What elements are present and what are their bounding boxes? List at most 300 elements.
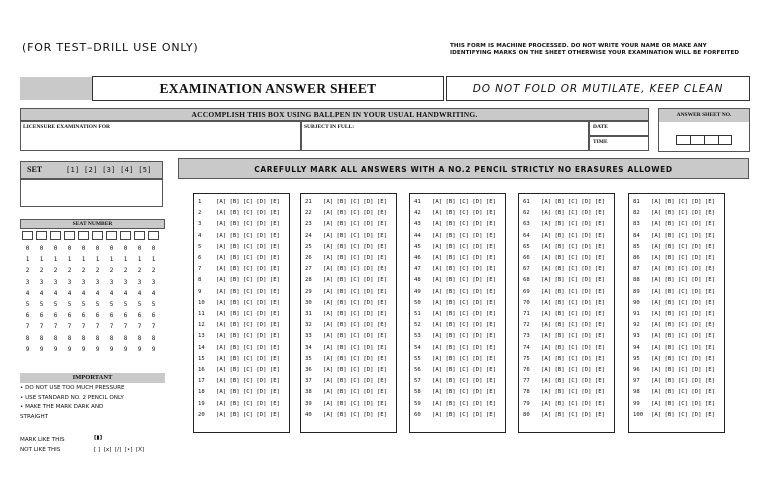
answer-options[interactable]: [A] [B] [C] [D] [E] bbox=[432, 221, 496, 228]
answer-options[interactable]: [A] [B] [C] [D] [E] bbox=[432, 400, 496, 407]
answer-row[interactable] bbox=[194, 220, 291, 229]
answer-row[interactable] bbox=[519, 276, 616, 285]
seat-digit-bubble[interactable]: 6 bbox=[25, 312, 30, 320]
seat-digit-bubble[interactable]: 9 bbox=[109, 345, 114, 353]
seat-digit-bubble[interactable]: 1 bbox=[39, 256, 44, 264]
answer-row[interactable] bbox=[629, 366, 726, 375]
seat-digit-bubble[interactable]: 0 bbox=[151, 245, 156, 252]
seat-digit-bubble[interactable]: 7 bbox=[53, 323, 58, 331]
answer-options[interactable]: [A] [B] [C] [D] [E] bbox=[323, 344, 387, 351]
answer-options[interactable]: [A] [B] [C] [D] [E] bbox=[432, 288, 496, 295]
answer-row[interactable] bbox=[410, 198, 507, 207]
seat-digit-bubble[interactable]: 3 bbox=[123, 278, 128, 286]
answer-row[interactable] bbox=[194, 377, 291, 386]
answer-row[interactable] bbox=[194, 198, 291, 207]
seat-digit-bubble[interactable]: 7 bbox=[81, 323, 86, 331]
seat-digit-bubble[interactable]: 4 bbox=[137, 289, 142, 297]
answer-options[interactable]: [A] [B] [C] [D] [E] bbox=[651, 333, 715, 340]
answer-options[interactable]: [A] [B] [C] [D] [E] bbox=[651, 255, 715, 261]
answer-options[interactable]: [A] [B] [C] [D] [E] bbox=[323, 299, 387, 306]
answer-options[interactable]: [A] [B] [C] [D] [E] bbox=[323, 355, 387, 362]
answer-options[interactable]: [A] [B] [C] [D] [E] bbox=[216, 255, 280, 261]
seat-digit-bubble[interactable]: 9 bbox=[53, 345, 58, 353]
seat-digit-column[interactable] bbox=[106, 243, 117, 355]
seat-digit-bubble[interactable]: 5 bbox=[81, 300, 86, 308]
seat-digit-bubble[interactable]: 2 bbox=[123, 267, 128, 275]
seat-digit-bubble[interactable]: 7 bbox=[109, 323, 114, 331]
seat-digit-bubble[interactable]: 6 bbox=[81, 312, 86, 320]
answer-row[interactable] bbox=[410, 220, 507, 229]
answer-options[interactable]: [A] [B] [C] [D] [E] bbox=[651, 411, 715, 418]
answer-row[interactable] bbox=[519, 400, 616, 409]
seat-digit-bubble[interactable]: 4 bbox=[39, 289, 44, 297]
answer-row[interactable] bbox=[629, 411, 726, 420]
answer-options[interactable]: [A] [B] [C] [D] [E] bbox=[216, 266, 280, 273]
answer-options[interactable]: [A] [B] [C] [D] [E] bbox=[216, 221, 280, 228]
answer-row[interactable] bbox=[519, 243, 616, 252]
answer-options[interactable]: [A] [B] [C] [D] [E] bbox=[432, 210, 496, 217]
answer-options[interactable]: [A] [B] [C] [D] [E] bbox=[432, 355, 496, 362]
answer-row[interactable] bbox=[519, 209, 616, 218]
answer-row[interactable] bbox=[301, 299, 398, 308]
seat-digit-bubble[interactable]: 2 bbox=[67, 267, 72, 275]
answer-options[interactable]: [A] [B] [C] [D] [E] bbox=[541, 299, 605, 306]
answer-options[interactable]: [A] [B] [C] [D] [E] bbox=[541, 210, 605, 217]
date-field[interactable] bbox=[589, 121, 649, 136]
seat-digit-bubble[interactable]: 2 bbox=[109, 267, 114, 275]
seat-cell[interactable] bbox=[92, 231, 103, 240]
seat-digit-bubble[interactable]: 0 bbox=[81, 245, 86, 252]
seat-digit-bubble[interactable]: 0 bbox=[67, 245, 72, 252]
seat-digit-bubble[interactable]: 2 bbox=[95, 267, 100, 275]
answer-sheet-no-cells[interactable] bbox=[676, 135, 732, 145]
answer-row[interactable] bbox=[301, 288, 398, 297]
answer-options[interactable]: [A] [B] [C] [D] [E] bbox=[216, 210, 280, 217]
seat-cell[interactable] bbox=[36, 231, 47, 240]
answer-options[interactable]: [A] [B] [C] [D] [E] bbox=[323, 411, 387, 418]
answer-options[interactable]: [A] [B] [C] [D] [E] bbox=[651, 288, 715, 295]
seat-digit-bubble[interactable]: 4 bbox=[151, 289, 156, 297]
seat-digit-column[interactable] bbox=[134, 243, 145, 355]
answer-row[interactable] bbox=[519, 198, 616, 207]
answer-row[interactable] bbox=[519, 254, 616, 263]
answer-options[interactable]: [A] [B] [C] [D] [E] bbox=[323, 277, 387, 284]
answer-options[interactable]: [A] [B] [C] [D] [E] bbox=[323, 232, 387, 239]
seat-cell[interactable] bbox=[134, 231, 145, 240]
answer-options[interactable]: [A] [B] [C] [D] [E] bbox=[651, 400, 715, 407]
answer-row[interactable] bbox=[629, 243, 726, 252]
seat-digit-bubble[interactable]: 1 bbox=[137, 256, 142, 264]
answer-row[interactable] bbox=[519, 265, 616, 274]
seat-digit-bubble[interactable]: 7 bbox=[39, 323, 44, 331]
seat-digit-bubble[interactable]: 9 bbox=[81, 345, 86, 353]
seat-digit-bubble[interactable]: 1 bbox=[95, 256, 100, 264]
answer-options[interactable]: [A] [B] [C] [D] [E] bbox=[651, 243, 715, 250]
seat-digit-bubble[interactable]: 3 bbox=[137, 278, 142, 286]
answer-options[interactable]: [A] [B] [C] [D] [E] bbox=[541, 400, 605, 407]
answer-options[interactable]: [A] [B] [C] [D] [E] bbox=[216, 277, 280, 284]
answer-row[interactable] bbox=[629, 388, 726, 397]
answer-options[interactable]: [A] [B] [C] [D] [E] bbox=[541, 288, 605, 295]
answer-row[interactable] bbox=[410, 209, 507, 218]
answer-options[interactable]: [A] [B] [C] [D] [E] bbox=[651, 311, 715, 317]
answer-options[interactable]: [A] [B] [C] [D] [E] bbox=[432, 311, 496, 317]
seat-digit-bubble[interactable]: 9 bbox=[25, 345, 30, 353]
answer-row[interactable] bbox=[410, 265, 507, 274]
answer-row[interactable] bbox=[519, 288, 616, 297]
answer-options[interactable]: [A] [B] [C] [D] [E] bbox=[323, 221, 387, 228]
answer-options[interactable]: [A] [B] [C] [D] [E] bbox=[323, 288, 387, 295]
answer-row[interactable] bbox=[629, 198, 726, 207]
answer-row[interactable] bbox=[410, 332, 507, 341]
answer-options[interactable]: [A] [B] [C] [D] [E] bbox=[432, 367, 496, 373]
answer-row[interactable] bbox=[194, 366, 291, 375]
answer-options[interactable]: [A] [B] [C] [D] [E] bbox=[541, 255, 605, 261]
answer-row[interactable] bbox=[519, 332, 616, 341]
seat-digit-column[interactable] bbox=[50, 243, 61, 355]
answer-options[interactable]: [A] [B] [C] [D] [E] bbox=[323, 389, 387, 396]
answer-options[interactable]: [A] [B] [C] [D] [E] bbox=[651, 199, 715, 205]
seat-digit-bubble[interactable]: 1 bbox=[151, 256, 156, 264]
seat-digit-bubble[interactable]: 5 bbox=[25, 300, 30, 308]
answer-row[interactable] bbox=[629, 400, 726, 409]
answer-row[interactable] bbox=[410, 288, 507, 297]
answer-options[interactable]: [A] [B] [C] [D] [E] bbox=[541, 411, 605, 418]
answer-row[interactable] bbox=[194, 355, 291, 364]
answer-options[interactable]: [A] [B] [C] [D] [E] bbox=[651, 299, 715, 306]
seat-digit-bubble[interactable]: 3 bbox=[39, 278, 44, 286]
answer-row[interactable] bbox=[519, 344, 616, 353]
answer-options[interactable]: [A] [B] [C] [D] [E] bbox=[651, 367, 715, 373]
answer-row[interactable] bbox=[194, 332, 291, 341]
answer-row[interactable] bbox=[410, 366, 507, 375]
seat-digit-bubble[interactable]: 6 bbox=[67, 312, 72, 320]
answer-options[interactable]: [A] [B] [C] [D] [E] bbox=[541, 378, 605, 385]
answer-options[interactable]: [A] [B] [C] [D] [E] bbox=[216, 411, 280, 418]
answer-row[interactable] bbox=[410, 232, 507, 241]
answer-options[interactable]: [A] [B] [C] [D] [E] bbox=[651, 266, 715, 273]
seat-cell[interactable] bbox=[78, 231, 89, 240]
answer-row[interactable] bbox=[194, 344, 291, 353]
seat-digit-column[interactable] bbox=[36, 243, 47, 355]
answer-options[interactable]: [A] [B] [C] [D] [E] bbox=[216, 378, 280, 385]
seat-digit-bubble[interactable]: 5 bbox=[151, 300, 156, 308]
seat-digit-bubble[interactable]: 5 bbox=[137, 300, 142, 308]
seat-digit-bubble[interactable]: 7 bbox=[25, 323, 30, 331]
seat-digit-bubble[interactable]: 3 bbox=[25, 278, 30, 286]
answer-options[interactable]: [A] [B] [C] [D] [E] bbox=[432, 277, 496, 284]
answer-options[interactable]: [A] [B] [C] [D] [E] bbox=[216, 333, 280, 340]
seat-digit-bubble[interactable]: 0 bbox=[123, 245, 128, 252]
answer-row[interactable] bbox=[194, 209, 291, 218]
seat-digit-bubble[interactable]: 3 bbox=[81, 278, 86, 286]
answer-row[interactable] bbox=[410, 400, 507, 409]
seat-digit-bubble[interactable]: 1 bbox=[67, 256, 72, 264]
answer-row[interactable] bbox=[301, 377, 398, 386]
answer-options[interactable]: [A] [B] [C] [D] [E] bbox=[541, 322, 605, 329]
answer-row[interactable] bbox=[301, 265, 398, 274]
seat-cell[interactable] bbox=[22, 231, 33, 240]
answer-row[interactable] bbox=[194, 388, 291, 397]
answer-row[interactable] bbox=[410, 355, 507, 364]
seat-digit-bubble[interactable]: 5 bbox=[123, 300, 128, 308]
seat-digit-bubble[interactable]: 0 bbox=[137, 245, 142, 252]
seat-digit-column[interactable] bbox=[22, 243, 33, 355]
answer-row[interactable] bbox=[629, 254, 726, 263]
answer-options[interactable]: [A] [B] [C] [D] [E] bbox=[216, 322, 280, 329]
answer-options[interactable]: [A] [B] [C] [D] [E] bbox=[432, 299, 496, 306]
answer-options[interactable]: [A] [B] [C] [D] [E] bbox=[432, 232, 496, 239]
answer-row[interactable] bbox=[194, 321, 291, 330]
answer-options[interactable]: [A] [B] [C] [D] [E] bbox=[541, 277, 605, 284]
seat-digit-bubble[interactable]: 8 bbox=[123, 334, 128, 342]
answer-options[interactable]: [A] [B] [C] [D] [E] bbox=[432, 199, 496, 205]
answer-row[interactable] bbox=[519, 411, 616, 420]
seat-digit-bubble[interactable]: 0 bbox=[53, 245, 58, 252]
answer-options[interactable]: [A] [B] [C] [D] [E] bbox=[323, 311, 387, 317]
answer-row[interactable] bbox=[301, 332, 398, 341]
answer-row[interactable] bbox=[519, 366, 616, 375]
seat-digit-bubble[interactable]: 2 bbox=[53, 267, 58, 275]
seat-digit-bubble[interactable]: 9 bbox=[67, 345, 72, 353]
seat-digit-bubble[interactable]: 3 bbox=[53, 278, 58, 286]
seat-cell[interactable] bbox=[106, 231, 117, 240]
answer-row[interactable] bbox=[194, 299, 291, 308]
answer-options[interactable]: [A] [B] [C] [D] [E] bbox=[323, 378, 387, 385]
answer-options[interactable]: [A] [B] [C] [D] [E] bbox=[541, 389, 605, 396]
answer-row[interactable] bbox=[519, 355, 616, 364]
seat-digit-bubble[interactable]: 9 bbox=[151, 345, 156, 353]
answer-options[interactable]: [A] [B] [C] [D] [E] bbox=[541, 311, 605, 317]
answer-options[interactable]: [A] [B] [C] [D] [E] bbox=[323, 199, 387, 205]
seat-digit-column[interactable] bbox=[92, 243, 103, 355]
answer-options[interactable]: [A] [B] [C] [D] [E] bbox=[432, 266, 496, 273]
answer-options[interactable]: [A] [B] [C] [D] [E] bbox=[323, 400, 387, 407]
answer-options[interactable]: [A] [B] [C] [D] [E] bbox=[432, 378, 496, 385]
seat-digit-bubble[interactable]: 8 bbox=[67, 334, 72, 342]
seat-digit-bubble[interactable]: 3 bbox=[109, 278, 114, 286]
seat-digit-bubble[interactable]: 3 bbox=[67, 278, 72, 286]
seat-cell[interactable] bbox=[64, 231, 75, 240]
answer-options[interactable]: [A] [B] [C] [D] [E] bbox=[541, 232, 605, 239]
answer-options[interactable]: [A] [B] [C] [D] [E] bbox=[541, 333, 605, 340]
seat-digit-bubble[interactable]: 1 bbox=[53, 256, 58, 264]
answer-options[interactable]: [A] [B] [C] [D] [E] bbox=[216, 344, 280, 351]
answer-row[interactable] bbox=[194, 411, 291, 420]
seat-digit-bubble[interactable]: 9 bbox=[137, 345, 142, 353]
answer-row[interactable] bbox=[301, 344, 398, 353]
seat-digit-bubble[interactable]: 7 bbox=[123, 323, 128, 331]
answer-row[interactable] bbox=[629, 232, 726, 241]
seat-digit-bubble[interactable]: 8 bbox=[53, 334, 58, 342]
answer-row[interactable] bbox=[410, 411, 507, 420]
answer-row[interactable] bbox=[629, 377, 726, 386]
answer-options[interactable]: [A] [B] [C] [D] [E] bbox=[323, 367, 387, 373]
answer-row[interactable] bbox=[519, 310, 616, 319]
answer-options[interactable]: [A] [B] [C] [D] [E] bbox=[323, 210, 387, 217]
answer-options[interactable]: [A] [B] [C] [D] [E] bbox=[323, 322, 387, 329]
answer-row[interactable] bbox=[410, 388, 507, 397]
set-options[interactable]: [1] [2] [3] [4] [5] bbox=[66, 166, 152, 174]
seat-digit-bubble[interactable]: 3 bbox=[95, 278, 100, 286]
answer-options[interactable]: [A] [B] [C] [D] [E] bbox=[323, 333, 387, 340]
seat-digit-bubble[interactable]: 8 bbox=[109, 334, 114, 342]
answer-row[interactable] bbox=[629, 332, 726, 341]
answer-row[interactable] bbox=[410, 299, 507, 308]
answer-row[interactable] bbox=[519, 388, 616, 397]
answer-row[interactable] bbox=[301, 243, 398, 252]
answer-options[interactable]: [A] [B] [C] [D] [E] bbox=[651, 344, 715, 351]
answer-options[interactable]: [A] [B] [C] [D] [E] bbox=[432, 322, 496, 329]
answer-row[interactable] bbox=[629, 344, 726, 353]
answer-options[interactable]: [A] [B] [C] [D] [E] bbox=[216, 199, 280, 205]
answer-row[interactable] bbox=[410, 344, 507, 353]
answer-row[interactable] bbox=[519, 299, 616, 308]
answer-row[interactable] bbox=[629, 209, 726, 218]
answer-row[interactable] bbox=[301, 366, 398, 375]
seat-digit-bubble[interactable]: 6 bbox=[95, 312, 100, 320]
answer-row[interactable] bbox=[301, 198, 398, 207]
answer-row[interactable] bbox=[301, 411, 398, 420]
seat-digit-bubble[interactable]: 6 bbox=[123, 312, 128, 320]
answer-options[interactable]: [A] [B] [C] [D] [E] bbox=[323, 255, 387, 261]
answer-row[interactable] bbox=[194, 243, 291, 252]
answer-row[interactable] bbox=[410, 243, 507, 252]
seat-digit-bubble[interactable]: 4 bbox=[95, 289, 100, 297]
seat-digit-bubble[interactable]: 2 bbox=[151, 267, 156, 275]
answer-row[interactable] bbox=[410, 254, 507, 263]
seat-digit-bubble[interactable]: 2 bbox=[137, 267, 142, 275]
answer-row[interactable] bbox=[194, 400, 291, 409]
seat-digit-bubble[interactable]: 6 bbox=[109, 312, 114, 320]
seat-cell[interactable] bbox=[50, 231, 61, 240]
answer-options[interactable]: [A] [B] [C] [D] [E] bbox=[651, 378, 715, 385]
answer-row[interactable] bbox=[194, 310, 291, 319]
answer-options[interactable]: [A] [B] [C] [D] [E] bbox=[651, 277, 715, 284]
seat-digit-bubble[interactable]: 1 bbox=[81, 256, 86, 264]
seat-digit-bubble[interactable]: 2 bbox=[39, 267, 44, 275]
answer-options[interactable]: [A] [B] [C] [D] [E] bbox=[216, 355, 280, 362]
seat-digit-bubble[interactable]: 5 bbox=[53, 300, 58, 308]
answer-options[interactable]: [A] [B] [C] [D] [E] bbox=[651, 355, 715, 362]
seat-digit-bubble[interactable]: 4 bbox=[81, 289, 86, 297]
answer-options[interactable]: [A] [B] [C] [D] [E] bbox=[216, 232, 280, 239]
answer-row[interactable] bbox=[410, 377, 507, 386]
answer-options[interactable]: [A] [B] [C] [D] [E] bbox=[216, 288, 280, 295]
seat-digit-bubble[interactable]: 2 bbox=[81, 267, 86, 275]
seat-digit-bubble[interactable]: 6 bbox=[137, 312, 142, 320]
seat-digit-bubble[interactable]: 1 bbox=[25, 256, 30, 264]
answer-options[interactable]: [A] [B] [C] [D] [E] bbox=[651, 210, 715, 217]
answer-row[interactable] bbox=[629, 299, 726, 308]
answer-row[interactable] bbox=[194, 265, 291, 274]
seat-digit-column[interactable] bbox=[78, 243, 89, 355]
answer-row[interactable] bbox=[301, 388, 398, 397]
seat-digit-bubble[interactable]: 4 bbox=[53, 289, 58, 297]
answer-row[interactable] bbox=[629, 276, 726, 285]
answer-row[interactable] bbox=[301, 355, 398, 364]
answer-row[interactable] bbox=[410, 321, 507, 330]
seat-digit-bubble[interactable]: 8 bbox=[39, 334, 44, 342]
seat-digit-bubble[interactable]: 7 bbox=[151, 323, 156, 331]
seat-digit-bubble[interactable]: 1 bbox=[109, 256, 114, 264]
answer-row[interactable] bbox=[519, 377, 616, 386]
answer-options[interactable]: [A] [B] [C] [D] [E] bbox=[541, 221, 605, 228]
seat-digit-bubble[interactable]: 4 bbox=[25, 289, 30, 297]
seat-digit-bubble[interactable]: 6 bbox=[39, 312, 44, 320]
answer-row[interactable] bbox=[629, 310, 726, 319]
seat-digit-bubble[interactable]: 5 bbox=[95, 300, 100, 308]
answer-row[interactable] bbox=[194, 276, 291, 285]
seat-digit-bubble[interactable]: 3 bbox=[151, 278, 156, 286]
answer-options[interactable]: [A] [B] [C] [D] [E] bbox=[216, 243, 280, 250]
answer-row[interactable] bbox=[629, 288, 726, 297]
answer-row[interactable] bbox=[410, 310, 507, 319]
seat-digit-bubble[interactable]: 9 bbox=[39, 345, 44, 353]
answer-options[interactable]: [A] [B] [C] [D] [E] bbox=[541, 367, 605, 373]
seat-digit-bubble[interactable]: 2 bbox=[25, 267, 30, 275]
answer-options[interactable]: [A] [B] [C] [D] [E] bbox=[216, 299, 280, 306]
answer-row[interactable] bbox=[301, 209, 398, 218]
answer-options[interactable]: [A] [B] [C] [D] [E] bbox=[216, 367, 280, 373]
time-field[interactable] bbox=[589, 136, 649, 151]
seat-digit-bubble[interactable]: 6 bbox=[151, 312, 156, 320]
answer-options[interactable]: [A] [B] [C] [D] [E] bbox=[432, 255, 496, 261]
seat-digit-bubble[interactable]: 8 bbox=[95, 334, 100, 342]
seat-digit-column[interactable] bbox=[148, 243, 159, 355]
subject-field[interactable] bbox=[301, 121, 589, 151]
seat-digit-bubble[interactable]: 8 bbox=[151, 334, 156, 342]
answer-row[interactable] bbox=[410, 276, 507, 285]
answer-options[interactable]: [A] [B] [C] [D] [E] bbox=[541, 243, 605, 250]
answer-row[interactable] bbox=[301, 400, 398, 409]
licensure-field[interactable] bbox=[20, 121, 301, 151]
answer-options[interactable]: [A] [B] [C] [D] [E] bbox=[541, 266, 605, 273]
answer-options[interactable]: [A] [B] [C] [D] [E] bbox=[541, 344, 605, 351]
answer-row[interactable] bbox=[301, 254, 398, 263]
seat-digit-bubble[interactable]: 5 bbox=[109, 300, 114, 308]
seat-digit-bubble[interactable]: 7 bbox=[95, 323, 100, 331]
answer-row[interactable] bbox=[301, 220, 398, 229]
answer-options[interactable]: [A] [B] [C] [D] [E] bbox=[323, 243, 387, 250]
answer-options[interactable]: [A] [B] [C] [D] [E] bbox=[432, 243, 496, 250]
answer-options[interactable]: [A] [B] [C] [D] [E] bbox=[651, 221, 715, 228]
answer-row[interactable] bbox=[629, 265, 726, 274]
answer-row[interactable] bbox=[194, 232, 291, 241]
seat-digit-bubble[interactable]: 1 bbox=[123, 256, 128, 264]
answer-row[interactable] bbox=[301, 310, 398, 319]
seat-digit-bubble[interactable]: 5 bbox=[39, 300, 44, 308]
answer-row[interactable] bbox=[519, 232, 616, 241]
seat-digit-bubble[interactable]: 8 bbox=[137, 334, 142, 342]
answer-row[interactable] bbox=[519, 220, 616, 229]
answer-options[interactable]: [A] [B] [C] [D] [E] bbox=[541, 355, 605, 362]
seat-digit-bubble[interactable]: 9 bbox=[123, 345, 128, 353]
answer-row[interactable] bbox=[629, 355, 726, 364]
answer-options[interactable]: [A] [B] [C] [D] [E] bbox=[216, 400, 280, 407]
seat-digit-bubble[interactable]: 8 bbox=[81, 334, 86, 342]
answer-options[interactable]: [A] [B] [C] [D] [E] bbox=[432, 411, 496, 418]
seat-digit-column[interactable] bbox=[64, 243, 75, 355]
seat-cell[interactable] bbox=[148, 231, 159, 240]
answer-options[interactable]: [A] [B] [C] [D] [E] bbox=[323, 266, 387, 273]
seat-digit-bubble[interactable]: 0 bbox=[109, 245, 114, 252]
seat-digit-bubble[interactable]: 4 bbox=[109, 289, 114, 297]
seat-digit-bubble[interactable]: 0 bbox=[39, 245, 44, 252]
seat-digit-bubble[interactable]: 9 bbox=[95, 345, 100, 353]
seat-digit-bubble[interactable]: 8 bbox=[25, 334, 30, 342]
answer-options[interactable]: [A] [B] [C] [D] [E] bbox=[651, 322, 715, 329]
